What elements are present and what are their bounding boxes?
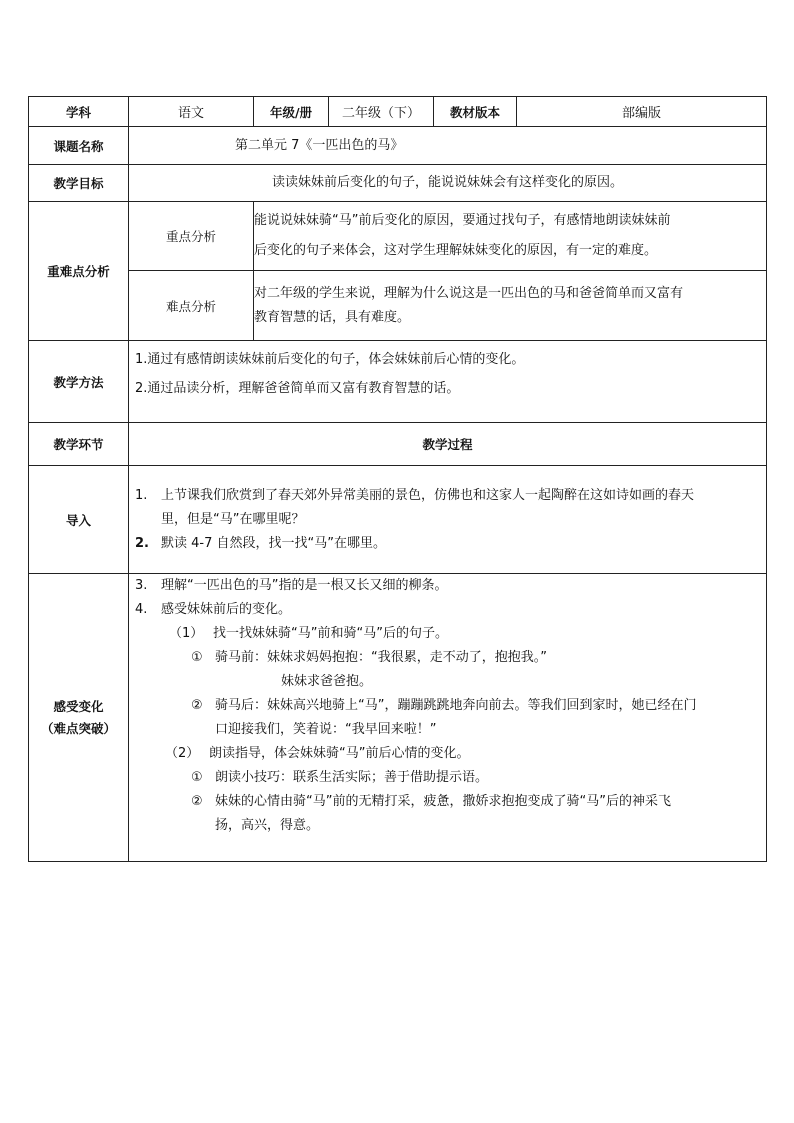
- lesson-row: [29, 127, 767, 165]
- goal-label: 教学目标: [29, 165, 129, 202]
- hard-point-text: [254, 271, 767, 341]
- method-item-1: 1.通过有感情朗读妹妹前后变化的句子，体会妹妹前后心情的变化。: [135, 352, 525, 367]
- edition-value: 部编版: [517, 97, 767, 127]
- process-header-row: [29, 423, 767, 466]
- feel-before: [135, 646, 760, 670]
- feel-label: [29, 574, 129, 862]
- method-label: 教学方法: [29, 341, 129, 423]
- hard-point-row: [29, 271, 767, 341]
- feel-mood: [135, 790, 760, 838]
- header-row: [29, 97, 767, 127]
- feel-item-3-text: 理解“一匹出色的马”指的是一根又长又细的柳条。: [161, 578, 448, 593]
- feel-mood-line-2: 扬，高兴，得意。: [215, 818, 320, 833]
- intro-item-1-line-2: 里，但是“马”在哪里呢？: [161, 511, 305, 527]
- difficulty-label: 重难点分析: [29, 202, 129, 341]
- feel-after-line-1: 骑马后：妹妹高兴地骑上“马”，蹦蹦跳跳地奔向前去。等我们回到家时，她已经在门: [215, 698, 697, 713]
- feel-sub-2: [135, 742, 760, 766]
- process-header: 教学过程: [129, 423, 767, 466]
- feel-sub-1-text: 找一找妹妹骑“马”前和骑“马”后的句子。: [213, 626, 448, 641]
- lesson-plan-page: [28, 96, 766, 862]
- feel-before-number: ①: [191, 650, 203, 665]
- feel-item-3-number: 3.: [135, 578, 148, 593]
- feel-label-line-1: 感受变化: [53, 698, 104, 714]
- method-row: [29, 341, 767, 423]
- feel-sub-1: [135, 622, 760, 646]
- goal-row: [29, 165, 767, 202]
- feel-tip-text: 朗读小技巧：联系生活实际；善于借助提示语。: [215, 770, 489, 785]
- method-item-2: 2.通过品读分析，理解爸爸简单而又富有教育智慧的话。: [135, 381, 460, 396]
- intro-item-2-text: 默读 4-7 自然段，找一找“马”在哪里。: [161, 535, 386, 551]
- grade-value: 二年级（下）: [329, 97, 434, 127]
- feel-mood-number: ②: [191, 794, 203, 809]
- goal-text: 读读妹妹前后变化的句子，能说说妹妹会有这样变化的原因。: [129, 165, 767, 202]
- intro-item-1: [135, 484, 760, 532]
- intro-content: [129, 466, 767, 574]
- hard-point-label: 难点分析: [129, 271, 254, 341]
- feel-mood-line-1: 妹妹的心情由骑“马”前的无精打采，疲惫，撒娇求抱抱变成了骑“马”后的神采飞: [215, 794, 671, 809]
- key-point-text: [254, 202, 767, 271]
- feel-before-2: 妹妹求爸爸抱。: [281, 674, 373, 689]
- feel-after-number: ②: [191, 698, 203, 713]
- edition-label: 教材版本: [434, 97, 517, 127]
- intro-item-2: [135, 532, 760, 556]
- intro-item-1-line-1: 上节课我们欣赏到了春天郊外异常美丽的景色，仿佛也和这家人一起陶醉在这如诗如画的春天: [161, 487, 695, 503]
- feel-item-4: [135, 598, 760, 622]
- subject-label: 学科: [29, 97, 129, 127]
- key-point-label: 重点分析: [129, 202, 254, 271]
- feel-item-4-number: 4.: [135, 602, 148, 617]
- feel-tip-number: ①: [191, 770, 203, 785]
- key-point-row: [29, 202, 767, 271]
- feel-row: [29, 574, 767, 862]
- feel-before-text: 骑马前：妹妹求妈妈抱抱：“我很累，走不动了，抱抱我。”: [215, 650, 547, 665]
- hard-point-line-2: 教育智慧的话，具有难度。: [254, 309, 411, 325]
- feel-sub-1-number: （1）: [169, 626, 204, 641]
- stage-header: 教学环节: [29, 423, 129, 466]
- feel-after-line-2: 口迎接我们，笑着说：“我早回来啦！”: [215, 722, 437, 737]
- intro-label: 导入: [29, 466, 129, 574]
- lesson-title: 第二单元 7《一匹出色的马》: [129, 127, 767, 165]
- feel-item-4-text: 感受妹妹前后的变化。: [161, 602, 292, 617]
- subject-value: 语文: [129, 97, 254, 127]
- feel-after: [135, 694, 760, 742]
- hard-point-line-1: 对二年级的学生来说，理解为什么说这是一匹出色的马和爸爸简单而又富有: [254, 285, 684, 301]
- grade-label: 年级/册: [254, 97, 329, 127]
- key-point-line-1: 能说说妹妹骑“马”前后变化的原因，要通过找句子，有感情地朗读妹妹前: [254, 213, 671, 228]
- feel-item-3: [135, 574, 760, 598]
- feel-label-line-2: （难点突破）: [40, 720, 116, 736]
- feel-sub-2-text: 朗读指导，体会妹妹骑“马”前后心情的变化。: [209, 746, 470, 761]
- intro-row: [29, 466, 767, 574]
- key-point-line-2: 后变化的句子来体会，这对学生理解妹妹变化的原因，有一定的难度。: [254, 243, 658, 258]
- method-text: [129, 341, 767, 423]
- intro-item-1-number: 1.: [135, 487, 148, 503]
- intro-item-2-number: 2.: [135, 535, 149, 551]
- lesson-plan-table: [28, 96, 767, 862]
- feel-tip: [135, 766, 760, 790]
- lesson-label: 课题名称: [29, 127, 129, 165]
- feel-sub-2-number: （2）: [165, 746, 200, 761]
- feel-content: [129, 574, 767, 862]
